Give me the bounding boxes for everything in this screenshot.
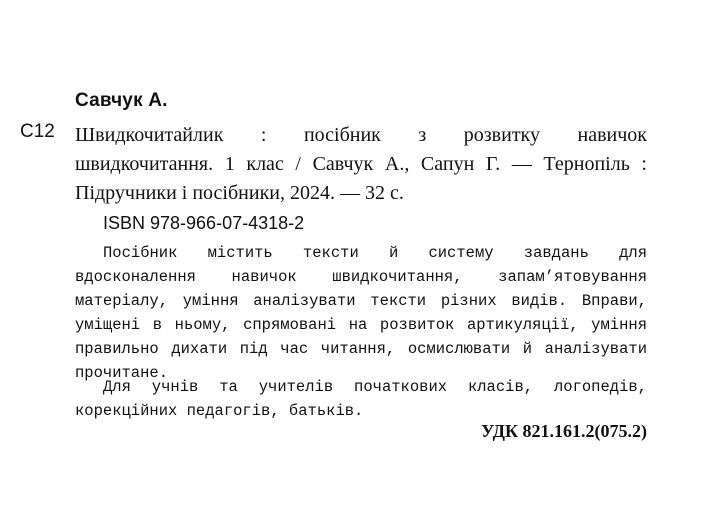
bib-line-3: Підручники і посібники, 2024. — 32 с. bbox=[75, 182, 404, 204]
classification-code: С12 bbox=[20, 121, 55, 142]
annotation-line-5: правильно дихати під час читання, осмислювати й аналізувати bbox=[75, 340, 647, 358]
annotation-line-2: вдосконалення навичок швидкочитання, запам’ятовування bbox=[75, 268, 647, 286]
annotation-line-1: Посібник містить тексти й систему завдань для bbox=[103, 244, 647, 262]
bib-line-2: швидкочитання. 1 клас / Савчук А., Сапун Г. — Тернопіль : bbox=[75, 153, 647, 175]
bibliographic-description bbox=[75, 121, 647, 208]
bib-line-1: Швидкочитайлик : посібник з розвитку навичок bbox=[75, 124, 647, 146]
udk-code: УДК 821.161.2(075.2) bbox=[481, 421, 647, 441]
annotation-line-4: уміщені в ньому, спрямовані на розвиток артикуляції, уміння bbox=[75, 316, 647, 334]
author-heading: Савчук А. bbox=[75, 90, 168, 111]
isbn: ISBN 978-966-07-4318-2 bbox=[103, 213, 305, 233]
annotation-line-3: матеріалу, уміння аналізувати тексти різних видів. Вправи, bbox=[75, 292, 647, 310]
annotation bbox=[75, 241, 647, 385]
target-audience bbox=[75, 375, 647, 423]
audience-line-1: Для учнів та учителів початкових класів, логопедів, bbox=[103, 378, 647, 396]
audience-line-2: корекційних педагогів, батьків. bbox=[75, 402, 364, 420]
annotation-line-6: прочитане. bbox=[75, 364, 169, 382]
